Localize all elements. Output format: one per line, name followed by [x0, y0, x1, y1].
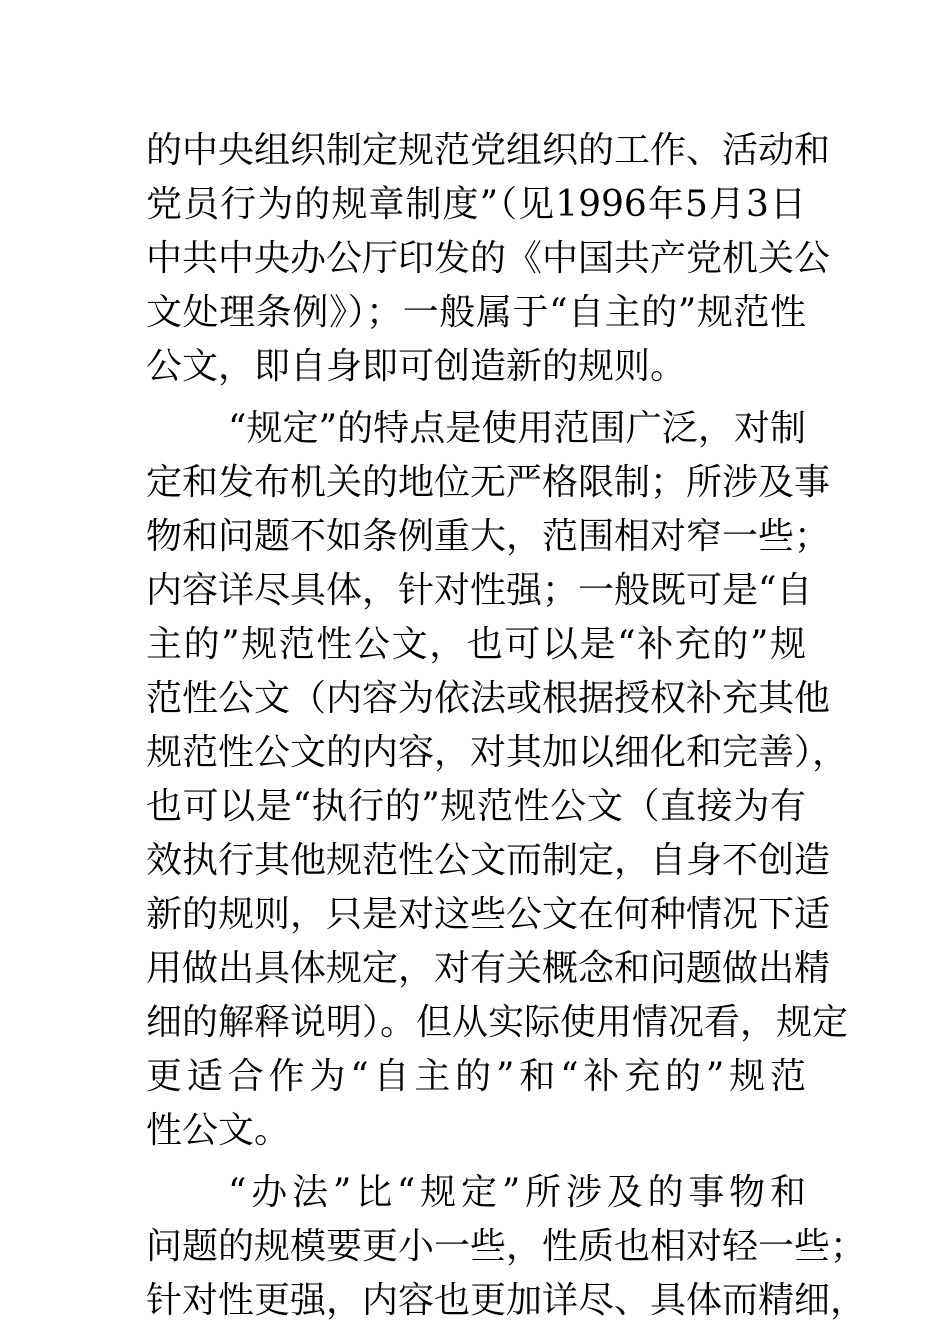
- text-line: 规范性公文的内容，对其加以细化和完善），: [146, 732, 849, 773]
- text-line: 也可以是“执行的”规范性公文（直接为有: [146, 786, 806, 827]
- text-line: 公文，即自身即可创造新的规则。: [146, 346, 687, 387]
- text-line: 细的解释说明）。但从实际使用情况看，规定: [146, 1002, 849, 1043]
- text-line: 的中央组织制定规范党组织的工作、活动和: [146, 130, 831, 171]
- text-line: 定和发布机关的地位无严格限制；所涉及事: [146, 462, 831, 503]
- text-line: “办法”比“规定”所涉及的事物和: [228, 1172, 806, 1213]
- text-line: 主的”规范性公文，也可以是“补充的”规: [146, 624, 806, 665]
- text-line: 新的规则，只是对这些公文在何种情况下适: [146, 894, 831, 935]
- text-line: 物和问题不如条例重大，范围相对窄一些；: [146, 516, 831, 557]
- text-line: 效执行其他规范性公文而制定，自身不创造: [146, 840, 831, 881]
- body-text: [146, 124, 867, 1328]
- text-line: 用做出具体规定，对有关概念和问题做出精: [146, 948, 831, 989]
- text-line: 性公文。: [146, 1110, 291, 1151]
- paragraph-1: [146, 124, 831, 394]
- text-line: 问题的规模要更小一些，性质也相对轻一些；: [146, 1226, 867, 1267]
- text-line: 内容详尽具体，针对性强；一般既可是“自: [146, 570, 813, 611]
- text-line: 中共中央办公厅印发的《中国共产党机关公: [146, 238, 831, 279]
- text-line: 党员行为的规章制度”（见1996年5月3日: [146, 184, 806, 225]
- text-line: “规定”的特点是使用范围广泛，对制: [228, 408, 806, 449]
- paragraph-3: [146, 1166, 867, 1328]
- text-line: 文处理条例》）；一般属于“自主的”规范性: [146, 292, 806, 333]
- text-line: 针对性更强，内容也更加详尽、具体而精细，: [146, 1280, 867, 1321]
- paragraph-2: [146, 402, 849, 1158]
- text-line: 范性公文（内容为依法或根据授权补充其他: [146, 678, 831, 719]
- text-line: 更适合作为“自主的”和“补充的”规范: [146, 1056, 806, 1097]
